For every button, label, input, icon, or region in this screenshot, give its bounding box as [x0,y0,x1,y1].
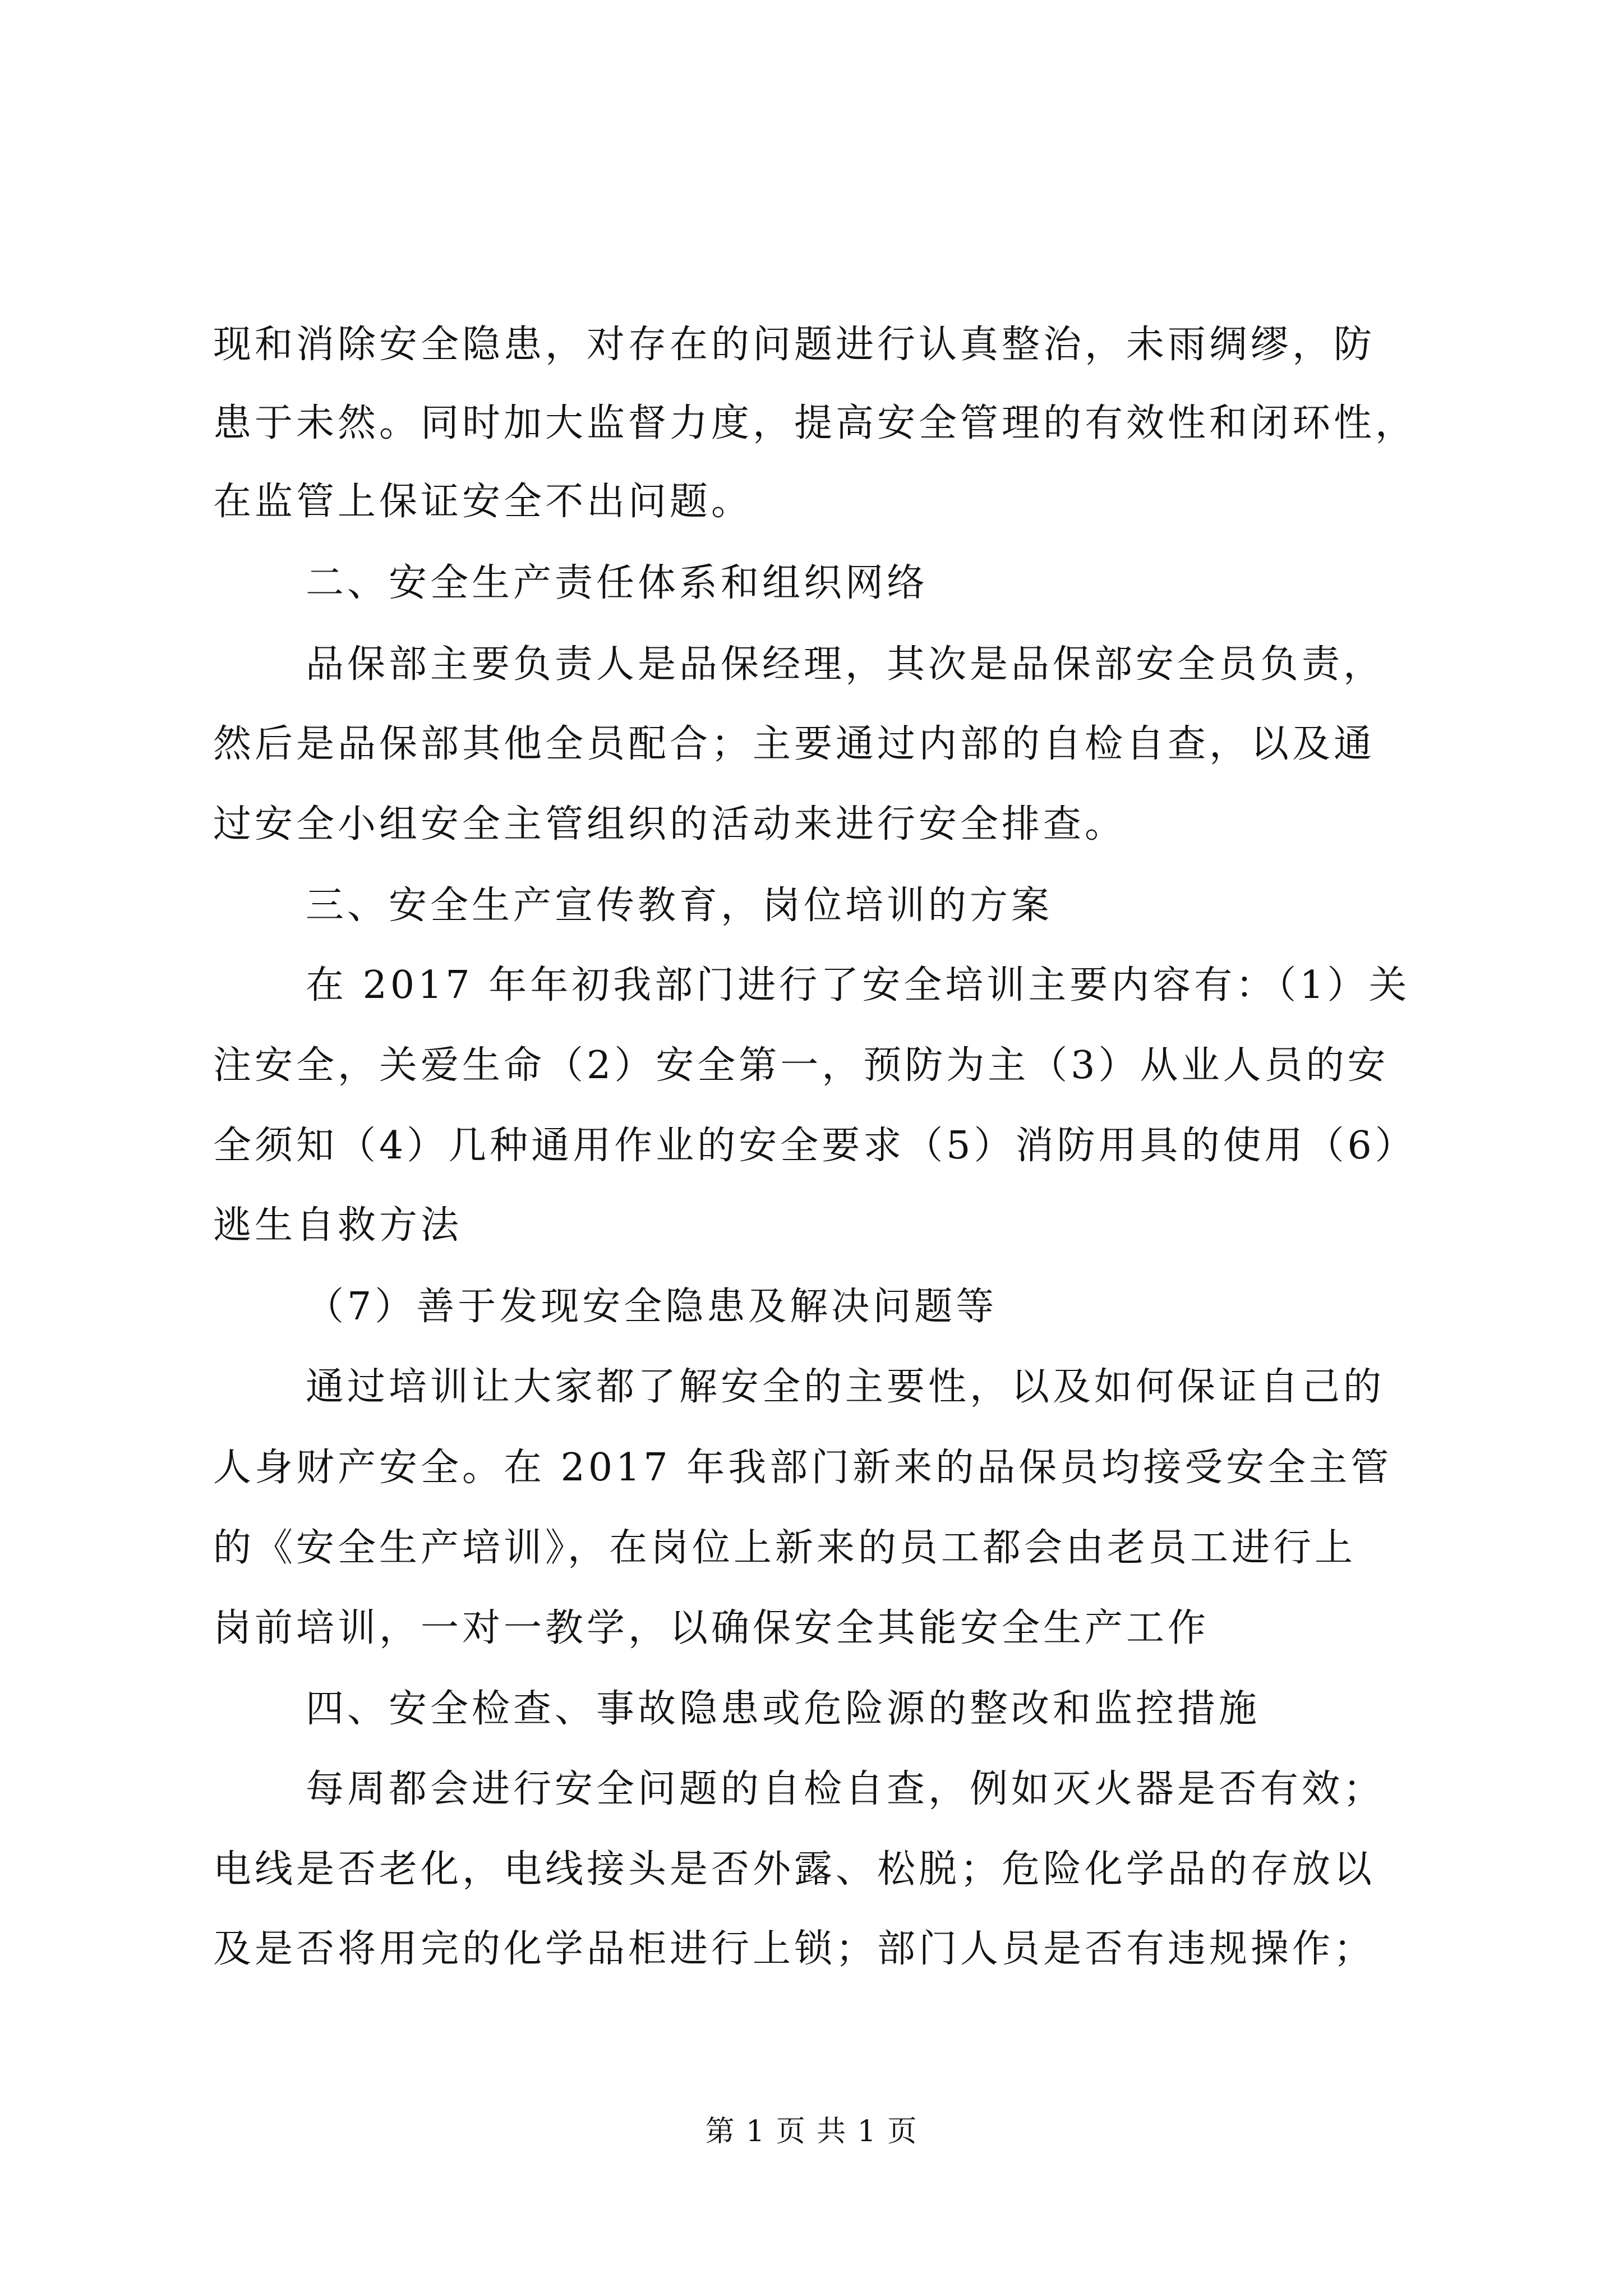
text-line [0,1110,1623,1182]
text-line [0,1271,1623,1343]
text-line-content: 全须知（4）几种通用作业的安全要求（5）消防用具的使用（6） [213,1124,1417,1168]
text-line-content: 电线是否老化，电线接头是否外露、松脱；危险化学品的存放以 [213,1847,1376,1892]
text-line-content: 患于未然。同时加大监督力度，提高安全管理的有效性和闭环性， [213,401,1417,445]
text-line-content: （7）善于发现安全隐患及解决问题等 [306,1285,998,1329]
page-number-label: 第 1 页 共 1 页 [705,2115,918,2148]
text-line-content: 逃生自救方法 [213,1203,463,1248]
text-line [0,628,1623,701]
section-heading [0,1673,1623,1746]
text-line-content: 现和消除安全隐患，对存在的问题进行认真整治，未雨绸缪，防 [213,323,1376,367]
text-line [0,708,1623,781]
text-line [0,1029,1623,1102]
text-line-content: 在监管上保证安全不出问题。 [213,480,753,524]
section-heading-text: 二、安全生产责任体系和组织网络 [306,561,929,605]
text-line [0,309,1623,381]
text-line [0,1592,1623,1665]
text-line [0,1432,1623,1504]
text-line [0,1512,1623,1585]
text-line [0,1833,1623,1906]
text-line [0,949,1623,1022]
text-line-content: 注安全，关爱生命（2）安全第一，预防为主（3）从业人员的安 [213,1043,1389,1088]
text-line [0,788,1623,861]
text-line-content: 品保部主要负责人是品保经理，其次是品保部安全员负责， [306,642,1385,687]
text-line [0,387,1623,460]
text-line-content: 然后是品保部其他全员配合；主要通过内部的自检自查，以及通 [213,722,1376,766]
text-line [0,466,1623,539]
text-line-content: 每周都会进行安全问题的自检自查，例如灭火器是否有效； [306,1767,1385,1811]
text-line-content: 人身财产安全。在 2017 年我部门新来的品保员均接受安全主管 [213,1446,1393,1490]
text-line [0,1753,1623,1826]
text-line-content: 过安全小组安全主管组织的活动来进行安全排查。 [213,802,1127,846]
text-line-content: 在 2017 年年初我部门进行了安全培训主要内容有：（1）关 [306,963,1410,1007]
section-heading [0,547,1623,620]
section-heading [0,869,1623,942]
section-heading-text: 三、安全生产宣传教育，岗位培训的方案 [306,884,1053,928]
text-line-content: 及是否将用完的化学品柜进行上锁；部门人员是否有违规操作； [213,1927,1376,1971]
text-line-content: 的《安全生产培训》，在岗位上新来的员工都会由老员工进行上 [213,1526,1357,1570]
page-footer [0,2109,1623,2154]
text-line-content: 岗前培训，一对一教学，以确保安全其能安全生产工作 [213,1606,1210,1650]
text-line [0,1351,1623,1424]
text-line [0,1189,1623,1262]
text-line [0,1913,1623,1986]
text-line-content: 通过培训让大家都了解安全的主要性，以及如何保证自己的 [306,1365,1385,1409]
section-heading-text: 四、安全检查、事故隐患或危险源的整改和监控措施 [306,1687,1261,1731]
